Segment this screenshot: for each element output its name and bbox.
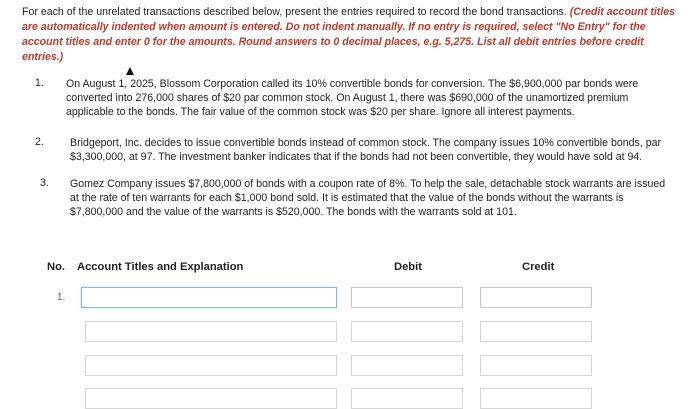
problem-1-text: On August 1, 2025, Blossom Corporation called its 10% convertible bonds for conversion. The $6,900,000 par bonds were converted into 276,000 shares of $20 par common stock. On August 1, there was $690,000 of the unamortized premium applicable to the bonds. The fair value of the common stock was $20 per share. Ignore all interest payments. <box>66 78 639 118</box>
debit-input-3[interactable] <box>351 355 463 376</box>
problem-1-number: 1. <box>35 77 44 89</box>
problem-2-text: Bridgeport, Inc. decides to issue convertible bonds instead of common stock. The company issues 10% convertible bonds, par $3,300,000, at 97. The investment banker indicates that if the bonds had not been convertible, they would have sold at 94. <box>70 137 662 163</box>
account-title-input-4[interactable] <box>85 388 337 409</box>
account-title-input-1[interactable] <box>81 287 337 308</box>
debit-input-4[interactable] <box>351 388 463 409</box>
instructions-text: For each of the unrelated transactions described below, present the entries required to record the bond transactions. <box>22 6 567 18</box>
column-header-debit: Debit <box>394 261 422 273</box>
credit-input-3[interactable] <box>480 355 592 376</box>
debit-input-2[interactable] <box>351 321 463 342</box>
debit-input-1[interactable] <box>351 287 463 308</box>
column-header-account: Account Titles and Explanation <box>77 261 244 273</box>
entry-number: 1. <box>57 292 66 303</box>
column-header-credit: Credit <box>522 261 555 273</box>
account-title-input-2[interactable] <box>85 321 337 342</box>
instructions-emphasis: (Credit account titles are automatically indented when amount is entered. Do not indent manually. If no entry is required, select "No Entry" for the account titles and enter 0 for the amounts. Round answers to 0 decimal places, e.g. 5,275. List all debit entries before credit entries.) <box>22 6 676 63</box>
column-header-no: No. <box>47 261 66 273</box>
instructions <box>22 5 682 65</box>
mouse-cursor-icon <box>126 67 134 75</box>
credit-input-4[interactable] <box>480 388 592 409</box>
credit-input-2[interactable] <box>480 321 592 342</box>
problem-2-number: 2. <box>35 136 44 148</box>
account-title-input-3[interactable] <box>85 355 337 376</box>
credit-input-1[interactable] <box>480 287 592 308</box>
problem-3-text: Gomez Company issues $7,800,000 of bonds with a coupon rate of 8%. To help the sale, detachable stock warrants are issued at the rate of ten warrants for each $1,000 bond sold. It is estimated that the value of the bonds without the warrants is $7,800,000 and the value of the warrants is $520,000. The bonds with the warrants sold at 101. <box>70 178 666 218</box>
problem-3-number: 3. <box>40 177 49 189</box>
